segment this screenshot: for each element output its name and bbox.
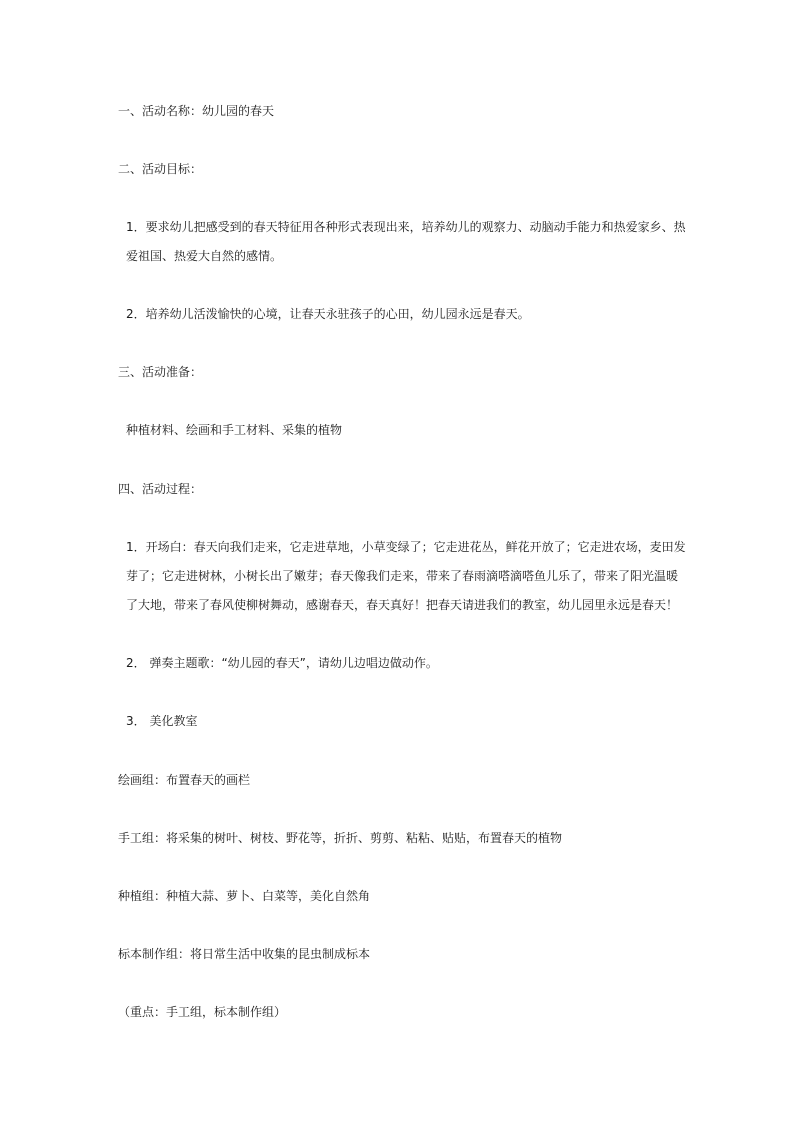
group-craft: 手工组：将采集的树叶、树枝、野花等，折折、剪剪、粘粘、贴贴，布置春天的植物 xyxy=(118,831,563,845)
section-heading-process: 四、活动过程： xyxy=(118,482,203,496)
section-heading-name: 一、活动名称：幼儿园的春天 xyxy=(118,104,275,118)
group-specimen: 标本制作组：将日常生活中收集的昆虫制成标本 xyxy=(118,947,371,961)
prep-text: 种植材料、绘画和手工材料、采集的植物 xyxy=(126,423,343,437)
group-draw: 绘画组：布置春天的画栏 xyxy=(118,773,251,787)
process-item-1: 1．开场白：春天向我们走来，它走进草地，小草变绿了；它走进花丛，鲜花开放了；它走进农场，麦田发芽了；它走进树林，小树长出了嫩芽；春天像我们走来，带来了春雨滴嗒滴嗒鱼儿乐了，带来了阳光温暖了大地，带来了春风使柳树舞动，感谢春天，春天真好！把春天请进我们的教室，幼儿园里永远是春天！ xyxy=(126,540,686,612)
section-heading-prep: 三、活动准备： xyxy=(118,365,203,379)
group-plant: 种植组：种植大蒜、萝卜、白菜等，美化自然角 xyxy=(118,889,371,903)
goal-item-1: 1．要求幼儿把感受到的春天特征用各种形式表现出来，培养幼儿的观察力、动脑动手能力和热爱家乡、热爱祖国、热爱大自然的感情。 xyxy=(126,220,686,263)
process-item-2: 2． 弹奏主题歌：“幼儿园的春天”，请幼儿边唱边做动作。 xyxy=(126,656,438,670)
goal-item-2: 2．培养幼儿活泼愉快的心境，让春天永驻孩子的心田，幼儿园永远是春天。 xyxy=(126,307,530,321)
process-item-3: 3． 美化教室 xyxy=(126,714,198,728)
section-heading-goal: 二、活动目标： xyxy=(118,162,203,176)
focus-note: （重点：手工组，标本制作组） xyxy=(118,1005,287,1019)
